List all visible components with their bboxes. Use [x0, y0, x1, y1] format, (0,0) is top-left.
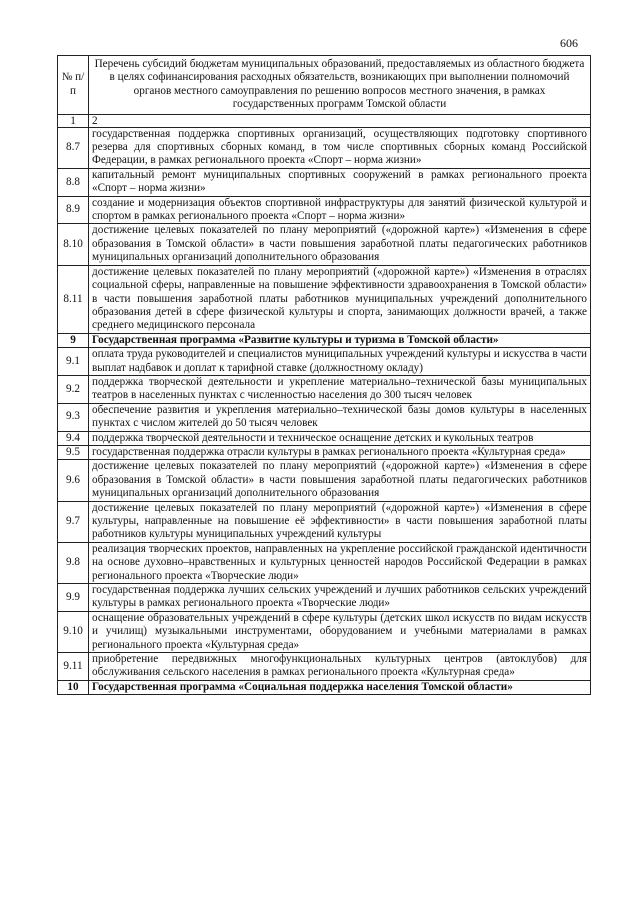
- section-title: Государственная программа «Развитие культуры и туризма в Томской области»: [89, 333, 591, 347]
- row-description: оснащение образовательных учреждений в сфере культуры (детских школ искусств по видам искусств и училищ) музыкальными инструментами, оборудованием и учебными материалами в рамках регионального проекта «Культурная среда»: [89, 611, 591, 652]
- page-number: 606: [560, 36, 578, 50]
- row-number: 9.6: [58, 460, 89, 501]
- table-row: [58, 127, 591, 168]
- table-row: [58, 265, 591, 333]
- row-number: 8.10: [58, 224, 89, 265]
- table-row: [58, 403, 591, 431]
- header-number-column: № п/п: [58, 56, 89, 115]
- row-description: приобретение передвижных многофункциональных культурных центров (автоклубов) для обслуживания сельского населения в рамках регионального проекта «Культурная среда»: [89, 653, 591, 681]
- row-number: 9: [58, 333, 89, 347]
- row-description: государственная поддержка спортивных организаций, осуществляющих подготовку спортивного резерва для спортивных сборных команд, в том числе спортивных сборных команд Российской Федерации, в рамках регионального проекта «Спорт – норма жизни»: [89, 127, 591, 168]
- row-description: достижение целевых показателей по плану мероприятий («дорожной карте») «Изменения в отраслях социальной сферы, направленные на повышение эффективности здравоохранения в Томской области» в части повышения заработной платы работников муниципальных учреждений дополнительного образования детей в сфере физической культуры и спорта, занимающих должности врачей, а также среднего медицинского персонала: [89, 265, 591, 333]
- section-row: [58, 333, 591, 347]
- row-number: 9.4: [58, 431, 89, 445]
- row-number: 9.5: [58, 445, 89, 459]
- section-title: Государственная программа «Социальная поддержка населения Томской области»: [89, 680, 591, 694]
- row-description: создание и модернизация объектов спортивной инфраструктуры для занятий физической культурой и спортом в рамках регионального проекта «Спорт – норма жизни»: [89, 196, 591, 224]
- row-number: 9.11: [58, 653, 89, 681]
- row-number: 9.10: [58, 611, 89, 652]
- row-number: 9.1: [58, 348, 89, 376]
- table-row: [58, 431, 591, 445]
- row-description: достижение целевых показателей по плану мероприятий («дорожной карте») «Изменения в сфере образования в Томской области» в части повышения заработной платы педагогических работников муниципальных организаций дополнительного образования: [89, 224, 591, 265]
- row-number: 9.2: [58, 375, 89, 403]
- column-numbers-row: [58, 114, 591, 127]
- table-row: [58, 445, 591, 459]
- row-description: капитальный ремонт муниципальных спортивных сооружений в рамках регионального проекта «Спорт – норма жизни»: [89, 168, 591, 196]
- table-row: [58, 501, 591, 542]
- row-description: оплата труда руководителей и специалистов муниципальных учреждений культуры и искусства в части выплат надбавок и доплат к тарифной ставке (должностному окладу): [89, 348, 591, 376]
- table-header-row: [58, 56, 591, 115]
- row-description: государственная поддержка лучших сельских учреждений и лучших работников сельских учреждений культуры в рамках регионального проекта «Творческие люди»: [89, 584, 591, 612]
- subsidies-table: [57, 55, 591, 695]
- row-description: достижение целевых показателей по плану мероприятий («дорожной карте») «Изменения в сфере образования в Томской области» в части повышения заработной платы педагогических работников муниципальных организаций дополнительного образования: [89, 460, 591, 501]
- table-row: [58, 653, 591, 681]
- table-row: [58, 611, 591, 652]
- table-row: [58, 584, 591, 612]
- row-number: 9.3: [58, 403, 89, 431]
- row-number: 8.11: [58, 265, 89, 333]
- row-description: поддержка творческой деятельности и укрепление материально–технической базы муниципальных театров в населенных пунктах с численностью населения до 300 тысяч человек: [89, 375, 591, 403]
- row-number: 8.8: [58, 168, 89, 196]
- table-row: [58, 168, 591, 196]
- section-row: [58, 680, 591, 694]
- row-number: 8.7: [58, 127, 89, 168]
- row-description: достижение целевых показателей по плану мероприятий («дорожной карте») «Изменения в сфере культуры, направленные на повышение её эффективности» в части повышения заработной платы работников культуры муниципальных учреждений культуры: [89, 501, 591, 542]
- table-row: [58, 375, 591, 403]
- row-number: 8.9: [58, 196, 89, 224]
- row-description: реализация творческих проектов, направленных на укрепление российской гражданской идентичности на основе духовно–нравственных и культурных ценностей народов Российской Федерации в рамках регионального проекта «Творческие люди»: [89, 542, 591, 583]
- row-number: 9.9: [58, 584, 89, 612]
- row-description: государственная поддержка отрасли культуры в рамках регионального проекта «Культурная среда»: [89, 445, 591, 459]
- table-row: [58, 196, 591, 224]
- header-title: Перечень субсидий бюджетам муниципальных образований, предоставляемых из областного бюджета в целях софинансирования расходных обязательств, возникающих при выполнении полномочий органов местного самоуправления по решению вопросов местного значения, в рамках государственных программ Томской области: [89, 56, 591, 115]
- row-description: обеспечение развития и укрепления материально–технической базы домов культуры в населенных пунктах с числом жителей до 50 тысяч человек: [89, 403, 591, 431]
- row-number: 9.8: [58, 542, 89, 583]
- table-row: [58, 348, 591, 376]
- column-number-2: 2: [89, 114, 591, 127]
- column-number-1: 1: [58, 114, 89, 127]
- row-number: 9.7: [58, 501, 89, 542]
- table-row: [58, 542, 591, 583]
- row-number: 10: [58, 680, 89, 694]
- table-row: [58, 460, 591, 501]
- table-body: [58, 56, 591, 695]
- table-row: [58, 224, 591, 265]
- row-description: поддержка творческой деятельности и техническое оснащение детских и кукольных театров: [89, 431, 591, 445]
